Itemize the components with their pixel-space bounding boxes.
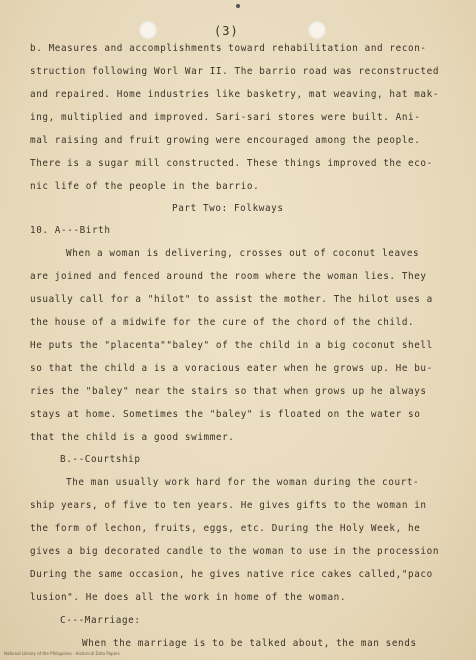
subsection-heading: 10. A---Birth [30,225,111,236]
punch-hole-right [308,21,326,39]
text-line: When the marriage is to be talked about, the man sends [82,638,417,649]
text-line: gives a big decorated candle to the woman to use in the procession [30,546,440,557]
text-line: stays at home. Sometimes the "baley" is floated on the water so [30,409,421,420]
text-line: ship years, of five to ten years. He gives gifts to the woman in [30,500,427,511]
text-line: During the same occasion, he gives native rice cakes called,"paco [30,569,433,580]
staple-pin [236,4,240,8]
text-line: The man usually work hard for the woman during the court- [66,477,420,488]
text-line: so that the child a is a voracious eater when he grows up. He bu- [30,363,433,374]
text-line: usually call for a "hilot" to assist the mother. The hilot uses a [30,294,433,305]
punch-hole-left [139,21,157,39]
text-line: ries the "baley" near the stairs so that when grows up he always [30,386,427,397]
subsection-heading: B.--Courtship [60,454,141,465]
text-line: lusion". He does all the work in home of the woman. [30,592,347,603]
text-line: mal raising and fruit growing were encouraged among the people. [30,135,421,146]
text-line: struction following Worl War II. The barrio road was reconstructed [30,66,440,77]
text-line: ing, multiplied and improved. Sari-sari stores were built. Ani- [30,112,421,123]
text-line: are joined and fenced around the room where the woman lies. They [30,271,427,282]
text-line: that the child is a good swimmer. [30,432,235,443]
subsection-heading: C---Marriage: [60,615,141,626]
text-line: When a woman is delivering, crosses out of coconut leaves [66,248,420,259]
text-line: nic life of the people in the barrio. [30,181,260,192]
footer-caption: National Library of the Philippines · Historical Data Papers [4,651,120,656]
text-line: b. Measures and accomplishments toward rehabilitation and recon- [30,43,427,54]
text-line: There is a sugar mill constructed. These things improved the eco- [30,158,433,169]
page-number: (3) [214,24,239,38]
text-line: and repaired. Home industries like basketry, mat weaving, hat mak- [30,89,440,100]
text-line: He puts the "placenta""baley" of the child in a big coconut shell [30,340,433,351]
text-line: the house of a midwife for the cure of the chord of the child. [30,317,415,328]
section-heading: Part Two: Folkways [172,203,284,214]
text-line: the form of lechon, fruits, eggs, etc. During the Holy Week, he [30,523,421,534]
